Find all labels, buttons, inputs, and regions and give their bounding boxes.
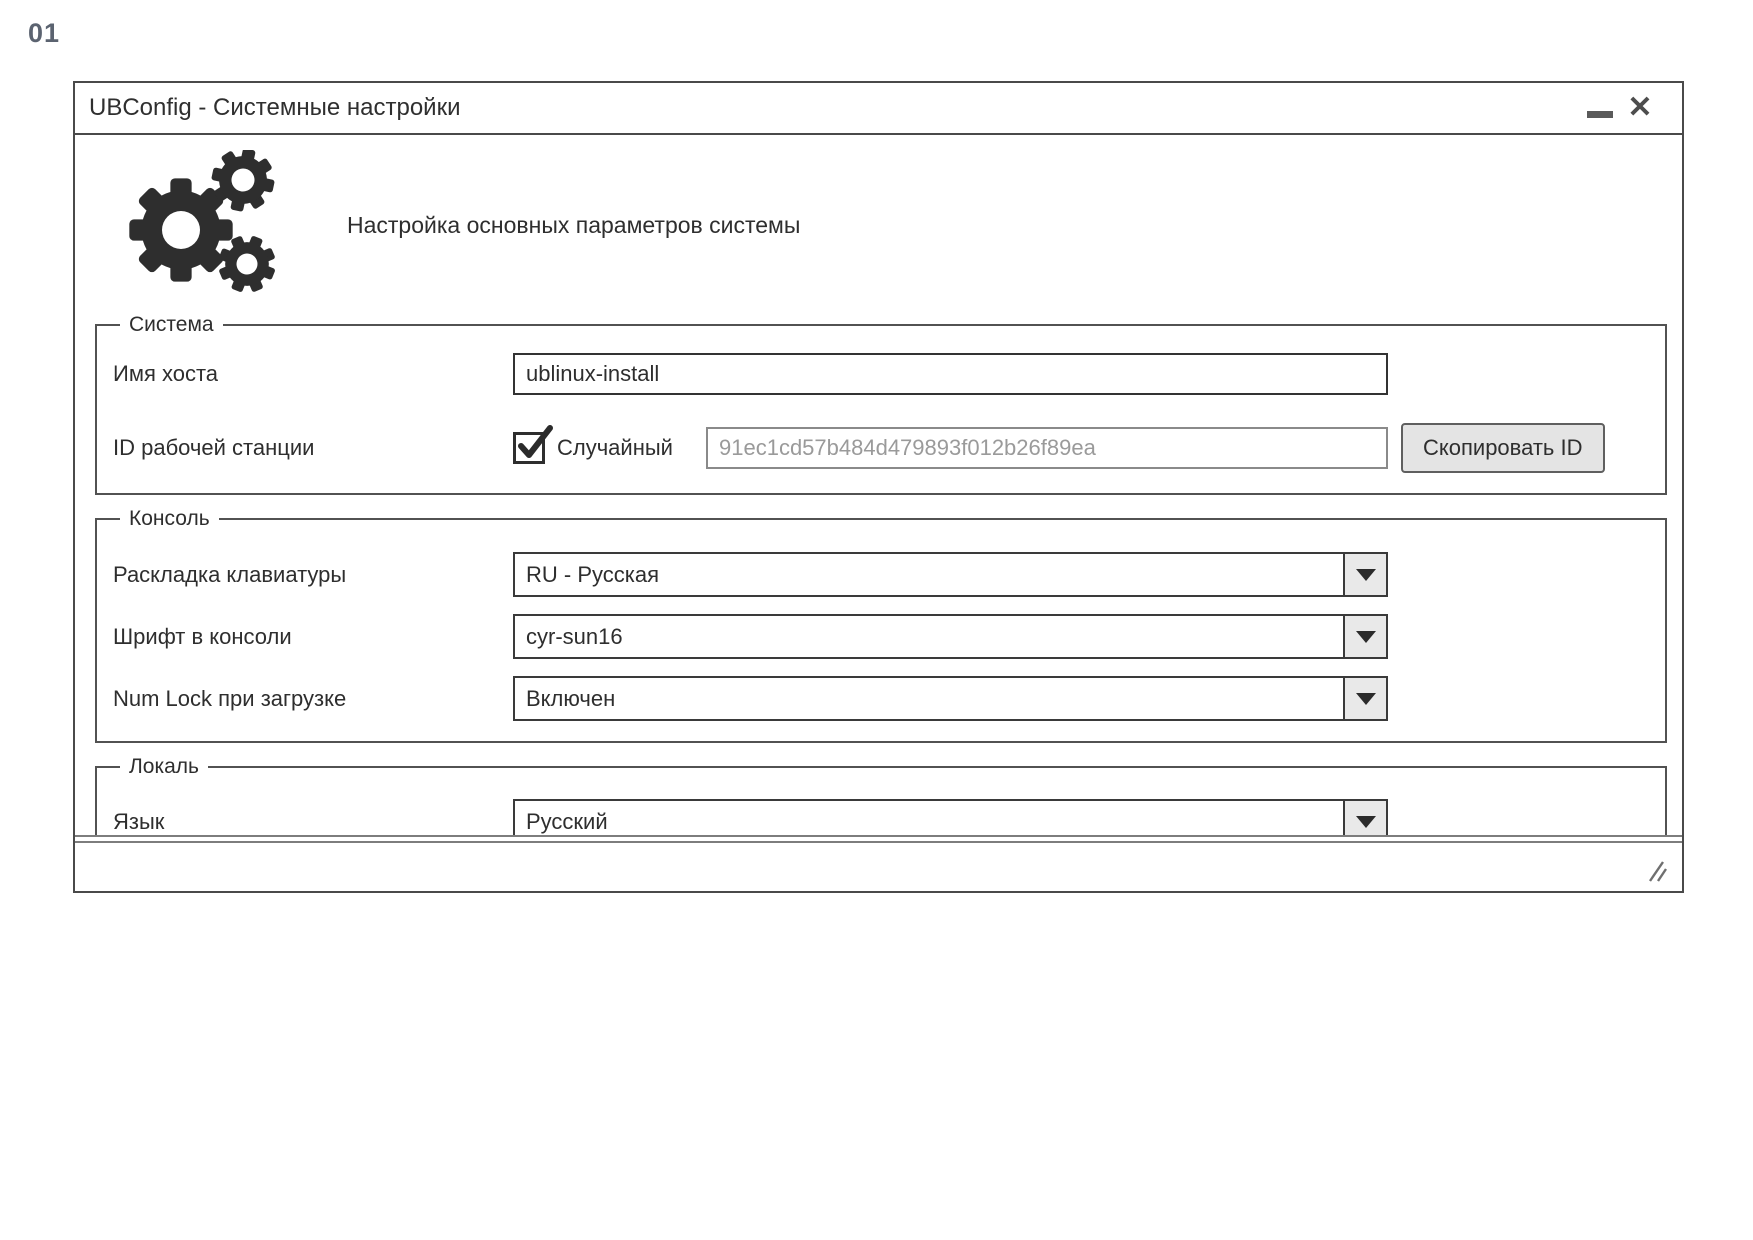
close-icon: ✕	[1627, 91, 1653, 124]
numlock-label: Num Lock при загрузке	[113, 685, 347, 711]
keyboard-layout-row	[113, 552, 1651, 597]
hostname-input[interactable]	[513, 353, 1388, 395]
hostname-label: Имя хоста	[113, 361, 219, 386]
status-bar	[75, 841, 1682, 891]
chevron-down-icon[interactable]	[1343, 616, 1386, 657]
window-title: UBConfig - Системные настройки	[89, 94, 461, 121]
group-locale-legend: Локаль	[129, 755, 199, 778]
chevron-down-icon[interactable]	[1343, 678, 1386, 719]
station-id-label: ID рабочей станции	[113, 435, 315, 460]
console-font-label: Шрифт в консоли	[113, 623, 292, 649]
header	[95, 149, 1667, 301]
minimize-icon	[1587, 111, 1613, 118]
console-font-value: cyr-sun16	[526, 623, 623, 649]
random-id-checkbox[interactable]	[513, 432, 545, 464]
copy-id-button[interactable]: Скопировать ID	[1401, 423, 1605, 473]
window-content	[75, 135, 1682, 835]
random-id-checkbox-label[interactable]: Случайный	[557, 435, 673, 460]
station-id-input[interactable]	[706, 427, 1388, 469]
page-index-label: 01	[28, 18, 61, 48]
window-subtitle: Настройка основных параметров системы	[347, 211, 801, 238]
titlebar	[75, 83, 1682, 135]
numlock-row	[113, 676, 1651, 721]
language-label: Язык	[113, 808, 165, 834]
close-button[interactable]	[1620, 88, 1660, 128]
station-id-row	[113, 423, 1651, 473]
language-row	[113, 799, 1651, 835]
check-icon	[514, 424, 554, 464]
group-console-legend: Консоль	[129, 507, 210, 530]
chevron-down-icon[interactable]	[1343, 801, 1386, 835]
group-system-legend: Система	[129, 313, 214, 336]
hostname-row	[113, 353, 1651, 395]
resize-grip-icon[interactable]	[1644, 857, 1670, 883]
group-console	[95, 507, 1667, 743]
chevron-down-icon[interactable]	[1343, 554, 1386, 595]
console-font-select[interactable]	[513, 614, 1388, 659]
numlock-value: Включен	[526, 685, 616, 711]
language-select[interactable]	[513, 799, 1388, 835]
ubconfig-window	[73, 81, 1684, 893]
language-value: Русский	[526, 808, 608, 834]
group-locale	[95, 755, 1667, 835]
group-system	[95, 313, 1667, 495]
keyboard-layout-select[interactable]	[513, 552, 1388, 597]
gears-icon	[117, 150, 281, 300]
numlock-select[interactable]	[513, 676, 1388, 721]
console-font-row	[113, 614, 1651, 659]
keyboard-layout-label: Раскладка клавиатуры	[113, 561, 347, 587]
random-id-checkbox-field[interactable]	[513, 432, 706, 464]
minimize-button[interactable]	[1580, 88, 1620, 128]
keyboard-layout-value: RU - Русская	[526, 561, 660, 587]
